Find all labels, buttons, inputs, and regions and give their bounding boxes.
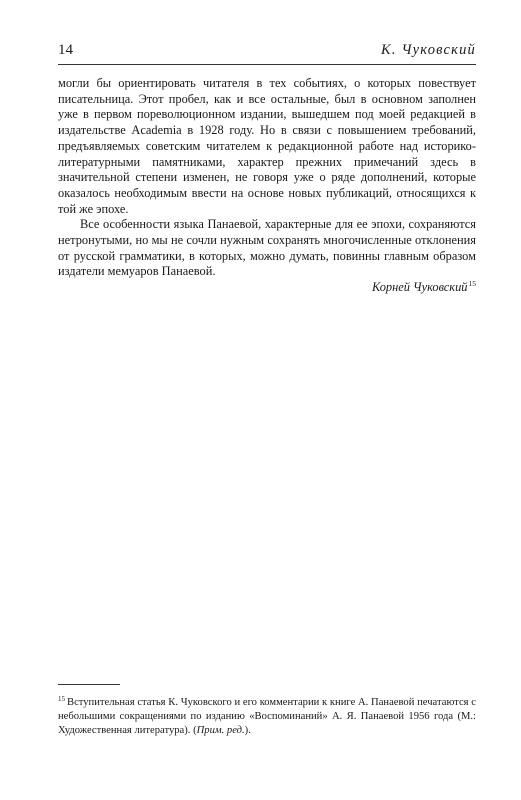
author-signature bbox=[372, 279, 476, 295]
main-text bbox=[58, 76, 476, 280]
footnote-paren: ( bbox=[190, 724, 197, 736]
footnote-mark: 15 bbox=[58, 695, 65, 703]
footnote-reference[interactable]: 15 bbox=[468, 279, 476, 288]
page-number: 14 bbox=[58, 42, 73, 58]
running-header bbox=[58, 42, 476, 65]
footnote-divider bbox=[58, 684, 120, 685]
editor-note: Прим. ред. bbox=[196, 724, 245, 736]
signature-name: Корней Чуковский bbox=[371, 280, 468, 294]
footnote bbox=[58, 693, 476, 737]
paragraph: Все особенности языка Панаевой, характерные для ее эпохи, сохраняются нетронутыми, но мы не сочли нужным сохранять многочисленные отклонения от русской грамматики, в которых, можно думать, повинны главным образом издатели мемуаров Панаевой. bbox=[58, 217, 476, 279]
footnote-paren: ). bbox=[244, 724, 251, 736]
footnote-text: Вступительная статья К. Чуковского и его комментарии к книге А. Панаевой печатаются с небольшими сокращениями по изданию «Воспоминаний» А. Я. Панаевой 1956 года (М.: Художественная литература). bbox=[58, 697, 476, 736]
running-head-title: К. Чуковский bbox=[380, 42, 476, 58]
paragraph: могли бы ориентировать читателя в тех событиях, о которых повествует писательница. Этот пробел, как и все остальные, был в основном заполнен уже в первом пореволюционном издании, вышедшем под моей редакцией в издательстве Academia в 1928 году. Но в связи с повышением требований, предъявляемых советским читателем к редакционной работе над историко-литературными памятниками, характер прежних примечаний здесь в значительной степени изменен, не говоря уже о ряде дополнений, которые оказалось необходимым ввести на основе новых публикаций, относящихся к той же эпохе. bbox=[58, 76, 476, 216]
